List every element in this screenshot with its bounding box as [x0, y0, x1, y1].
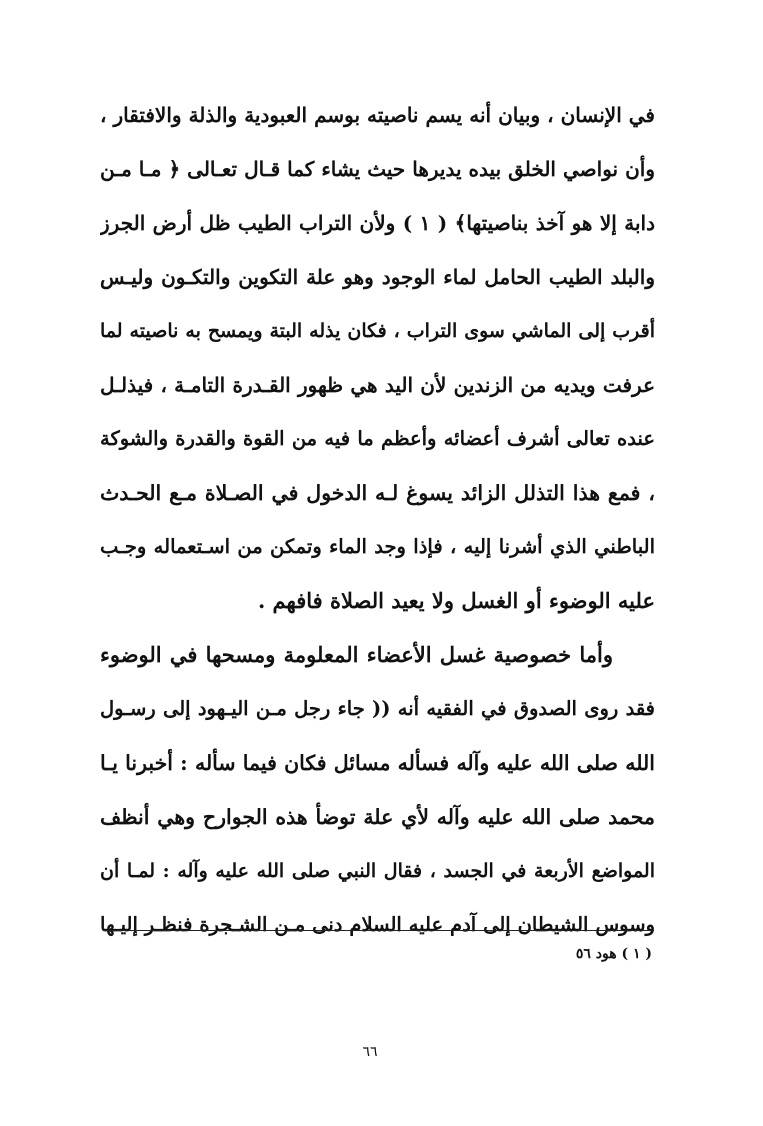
- text-line: الباطني الذي أشرنا إليه ، فإذا وجد الماء وتمكن من اسـتعماله وجـب: [100, 535, 655, 558]
- paragraph-end-line: عليه الوضوء أو الغسل ولا يعيد الصلاة فافهم .: [257, 588, 655, 613]
- text-line: عرفت ويديه من الزندين لأن اليد هي ظهور القـدرة التامـة ، فيذلـل: [100, 373, 655, 397]
- text-line: محمد صلى الله عليه وآله لأي علة توضأ هذه الجوارح وهي أنظف: [100, 805, 655, 829]
- text-line: عنده تعالى أشرف أعضائه وأعظم ما فيه من القوة والقدرة والشوكة: [100, 427, 655, 450]
- text-line: وأن نواصي الخلق بيده يديرها حيث يشاء كما قـال تعـالى ﴿ مـا مـن: [100, 157, 655, 181]
- text-line: المواضع الأربعة في الجسد ، فقال النبي صلى الله عليه وآله : لمـا أن: [100, 860, 655, 882]
- text-line: دابة إلا هو آخذ بناصيتها﴾ ( ١ ) ولأن التراب الطيب ظل أرض الجرز: [100, 211, 655, 235]
- text-line: أقرب إلى الماشي سوى التراب ، فكان يذله البتة ويمسح به ناصيته لما: [100, 320, 655, 342]
- footnote-divider: [104, 930, 654, 931]
- footnote: ( ١ ) هود ٥٦: [575, 946, 652, 962]
- text-line: ، فمع هذا التذلل الزائد يسوغ لـه الدخول في الصـلاة مـع الحـدث: [100, 481, 655, 505]
- text-line: فقد روى الصدوق في الفقيه أنه (( جاء رجل مـن اليـهود إلى رسـول: [100, 697, 655, 720]
- text-line: والبلد الطيب الحامل لماء الوجود وهو علة التكوين والتكـون وليـس: [100, 265, 655, 289]
- page-number: ٦٦: [362, 1044, 378, 1060]
- text-line: وسوس الشيطان إلى آدم عليه السلام دنى مـن الشـجرة فنظـر إليـها: [100, 913, 655, 936]
- text-line: في الإنسان ، وبيان أنه يسم ناصيته بوسم العبودية والذلة والافتقار ،: [100, 103, 655, 127]
- text-line: الله صلى الله عليه وآله فسأله مسائل فكان فيما سأله : أخبرنا يـا: [100, 751, 655, 775]
- paragraph-start-line: وأما خصوصية غسل الأعضاء المعلومة ومسحها في الوضوء: [100, 642, 613, 667]
- body-text: [100, 88, 655, 952]
